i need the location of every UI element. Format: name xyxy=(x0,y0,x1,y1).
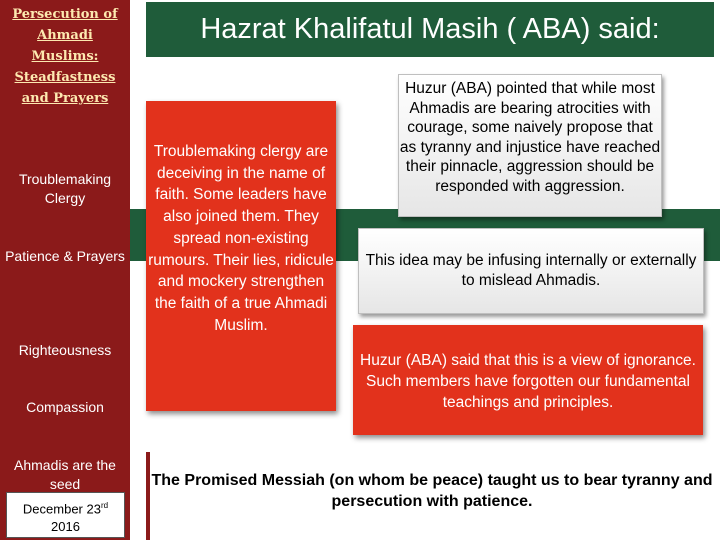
sidebar xyxy=(0,0,130,540)
date-suffix: rd xyxy=(100,501,109,510)
quote-box-aggression: Huzur (ABA) pointed that while most Ahmadis are bearing atrocities with courage, some naively propose that as tyranny and injustice have reached their pinnacle, aggression should be responded with aggression. xyxy=(398,74,662,217)
sidebar-title: Persecution of Ahmadi Muslims: Steadfastness and Prayers xyxy=(12,7,118,106)
sidebar-item-compassion[interactable]: Compassion xyxy=(26,399,104,415)
date-box xyxy=(6,492,125,538)
sidebar-item-troublemaking-clergy[interactable]: Troublemaking Clergy xyxy=(18,171,112,206)
date-prefix: December 23 xyxy=(22,501,101,517)
quote-box-ignorance: Huzur (ABA) said that this is a view of ignorance. Such members have forgotten our fundamental teachings and principles. xyxy=(353,325,703,435)
sidebar-item-righteousness[interactable]: Righteousness xyxy=(18,342,112,358)
sidebar-item-patience-prayers[interactable]: Patience & Prayers xyxy=(5,248,125,264)
quote-box-mislead: This idea may be infusing internally or externally to mislead Ahmadis. xyxy=(358,228,704,314)
center-text: Troublemaking clergy are deceiving in the name of faith. Some leaders have also joined them. They spread non-existing rumours. Their lies, ridicule and mockery strengthen the faith of a true Ahmadi Muslim. xyxy=(148,143,334,334)
page-title: Hazrat Khalifatul Masih ( ABA) said: xyxy=(146,2,714,57)
footer-text: The Promised Messiah (on whom be peace) taught us to bear tyranny and persecution with patience. xyxy=(151,472,713,510)
date-year: 2016 xyxy=(51,519,80,535)
sidebar-item-ahmadis-seed[interactable]: Ahmadis are the seed xyxy=(14,457,116,492)
